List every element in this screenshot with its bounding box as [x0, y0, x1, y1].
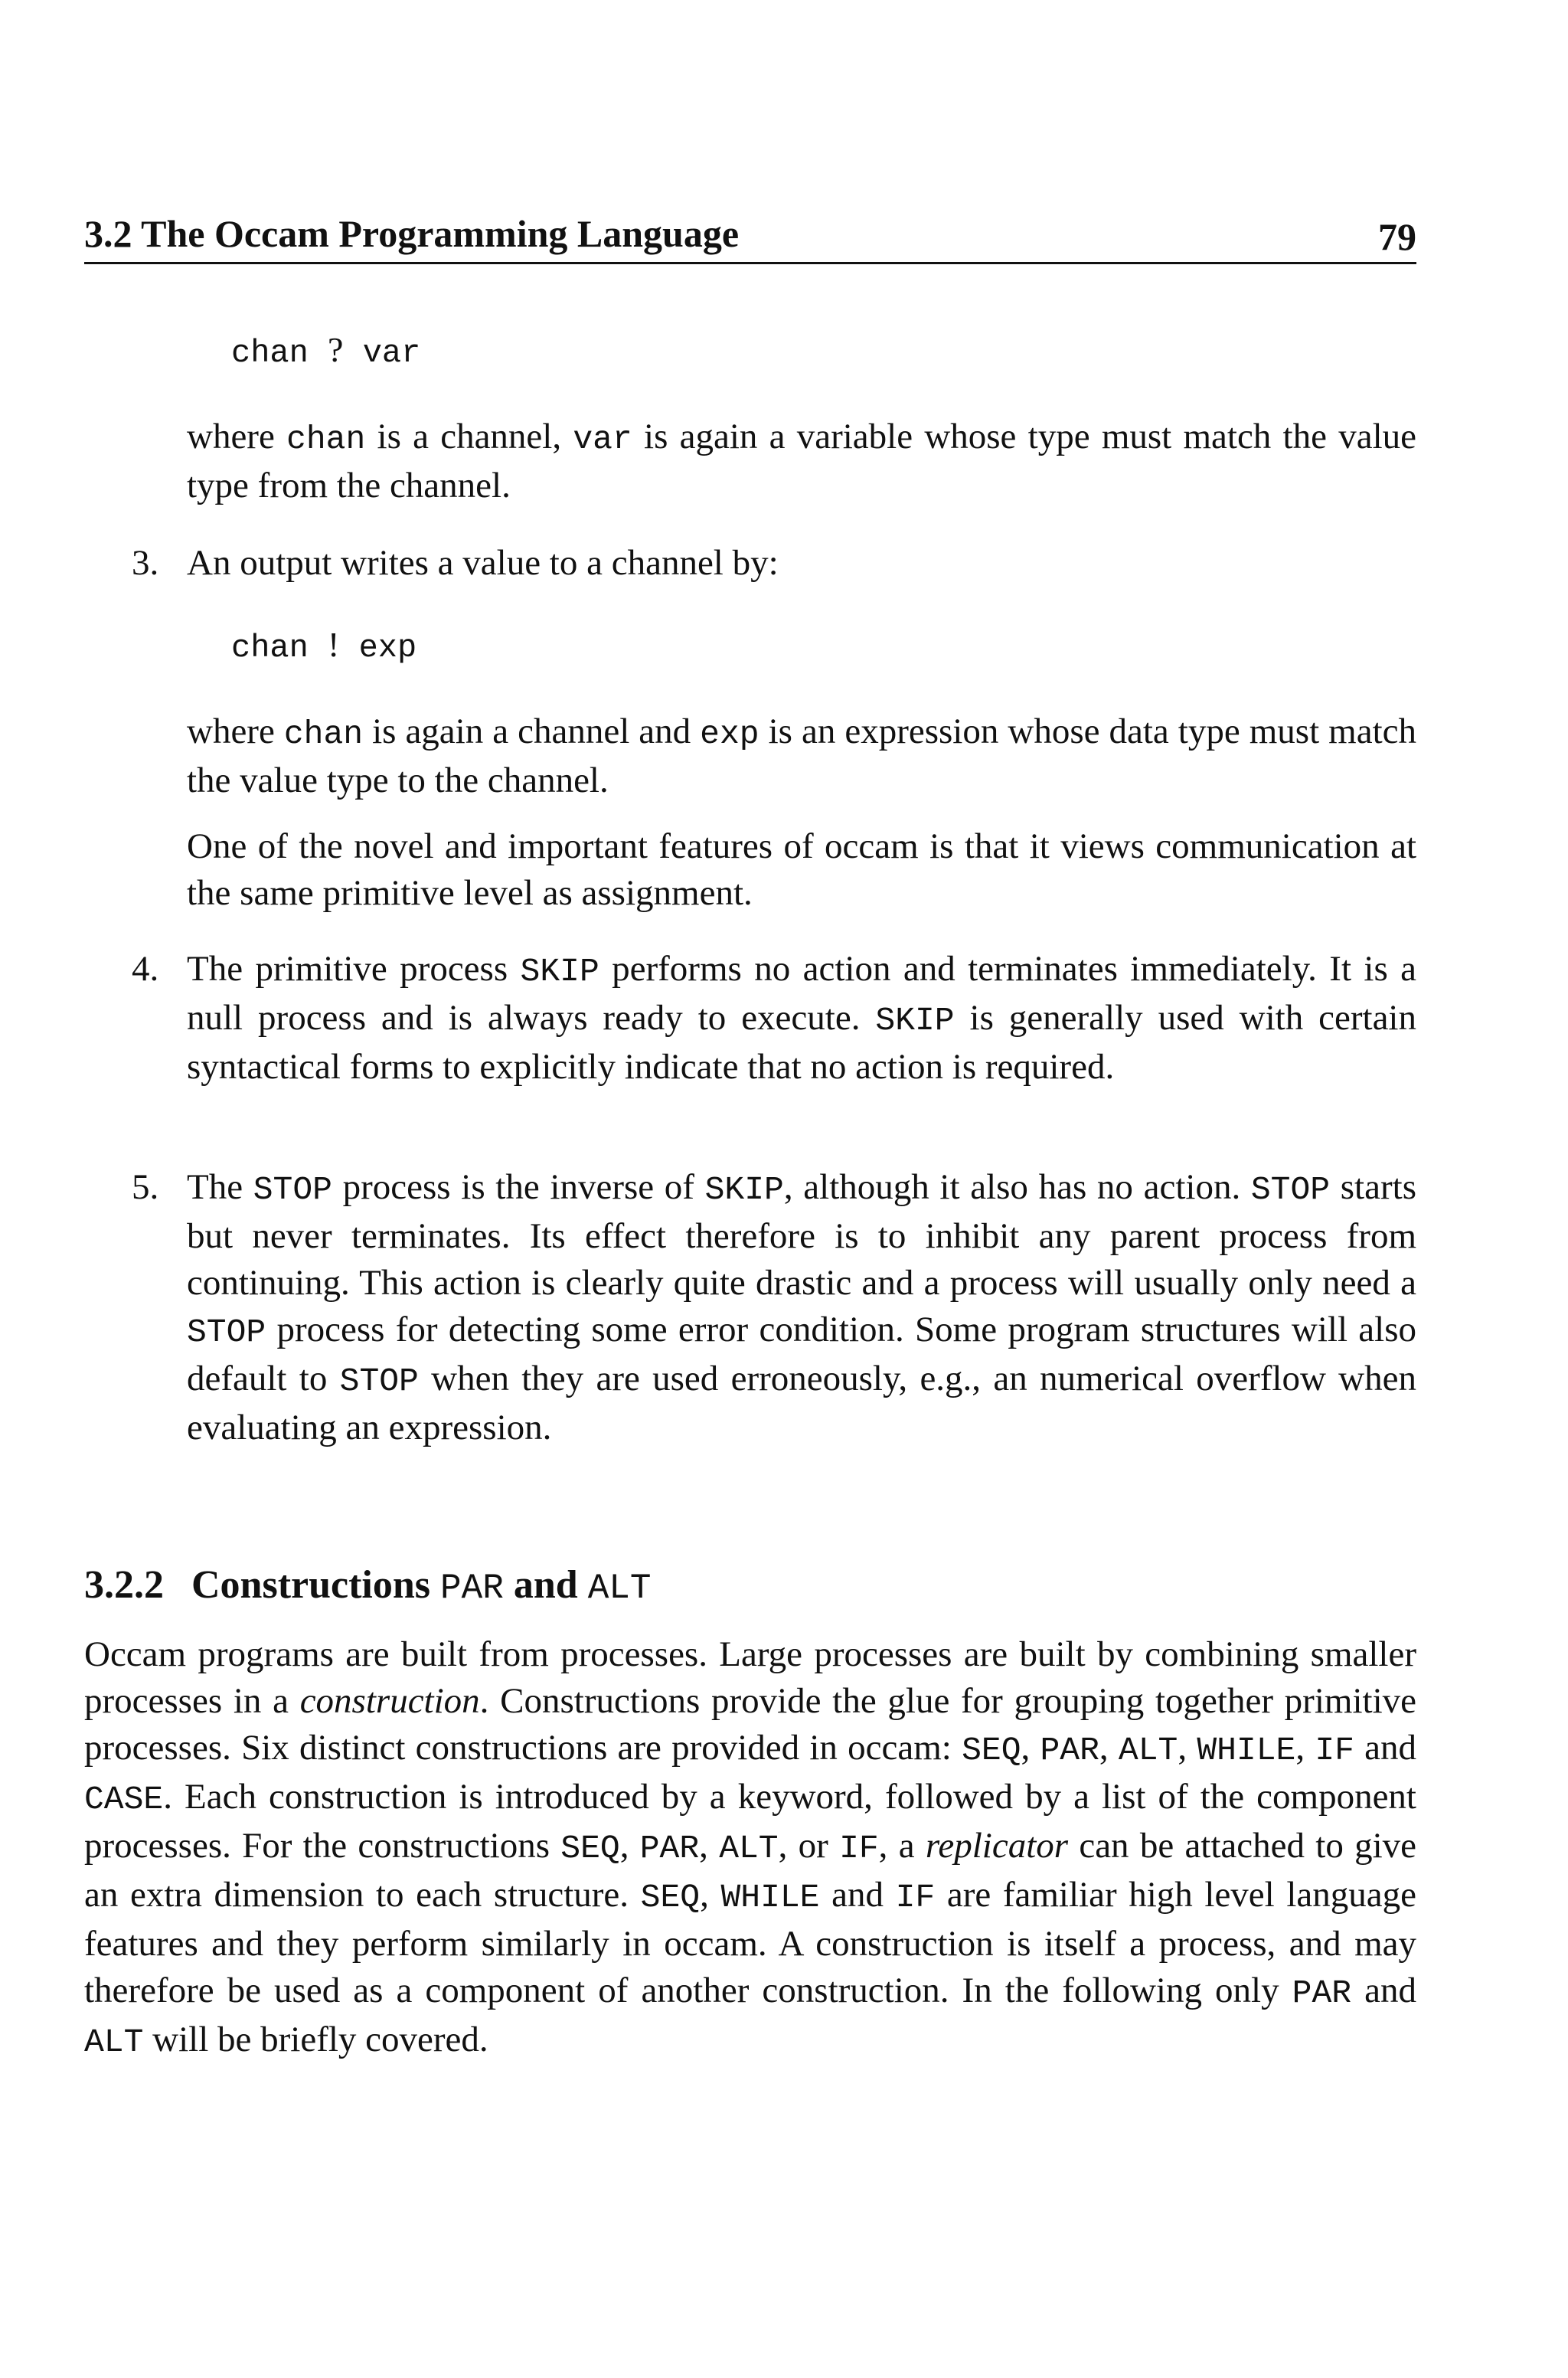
section-heading — [84, 1562, 652, 1608]
syntax-chan: chan — [231, 335, 309, 371]
keyword: PAR — [1292, 1974, 1352, 2012]
text-run: is generally used with certain syntactical forms to explicitly indicate that no action is required. — [187, 998, 1416, 1087]
keyword: PAR — [1040, 1732, 1099, 1769]
text-run: , a — [878, 1826, 926, 1866]
keyword: STOP — [1250, 1171, 1331, 1209]
text-run: , or — [778, 1826, 840, 1866]
text-run: can be attached to give an extra dimension to each structure. — [84, 1826, 1417, 1915]
keyword: CASE — [84, 1781, 164, 1818]
item-number: 5. — [132, 1167, 159, 1207]
text-run: is an expression whose data type must match the value type to the channel. — [187, 711, 1416, 800]
text-run: , — [619, 1826, 640, 1866]
keyword: SKIP — [875, 1002, 955, 1039]
keyword: SKIP — [520, 953, 599, 990]
text-run: and — [819, 1875, 896, 1915]
text-run: will be briefly covered. — [143, 2020, 488, 2059]
input-description — [187, 414, 1416, 509]
section-title-keyword: PAR — [440, 1568, 504, 1608]
text-run: when they are used erroneously, e.g., an numerical overflow when evaluating an expression. — [187, 1359, 1416, 1447]
keyword: chan — [283, 715, 364, 753]
text-run: , — [699, 1826, 720, 1866]
syntax-chan: chan — [231, 630, 309, 666]
syntax-var: var — [362, 335, 421, 371]
keyword: WHILE — [720, 1879, 820, 1916]
list-item-5 — [132, 1164, 1416, 1451]
text-run: . Each construction is introduced by a keyword, followed by a list of the component processes. For the constructions — [84, 1777, 1416, 1866]
keyword: IF — [1315, 1732, 1354, 1769]
text-run: Occam programs are built from processes. Large processes are built by combining smaller processes in a — [84, 1634, 1416, 1721]
text-run: The — [187, 1167, 253, 1207]
keyword: SEQ — [560, 1830, 620, 1867]
text-run: starts but never terminates. Its effect therefore is to inhibit any parent process from continuing. This action is clearly quite drastic and a process will usually only need a — [187, 1167, 1416, 1303]
keyword: STOP — [187, 1313, 266, 1351]
text-run: where — [187, 711, 284, 751]
keyword: exp — [700, 715, 760, 753]
text-run: and — [1354, 1728, 1417, 1768]
section-number: 3.2.2 — [84, 1563, 164, 1607]
text-run: process for detecting some error condition. Some program structures will also default to — [187, 1310, 1416, 1398]
input-syntax — [231, 329, 420, 371]
output-description — [187, 708, 1416, 804]
communication-note — [187, 823, 1416, 917]
text-run: . Constructions provide the glue for grouping together primitive processes. Six distinct constructions are provided in occam: — [84, 1681, 1416, 1768]
section-title-text: and — [503, 1563, 588, 1607]
page-number: 79 — [1378, 215, 1416, 258]
keyword: WHILE — [1197, 1732, 1296, 1769]
text-run: , — [700, 1875, 721, 1915]
item-number: 3. — [132, 543, 159, 583]
text-run: is again a channel and — [363, 711, 701, 751]
keyword: STOP — [339, 1362, 419, 1400]
emphasis: construction — [299, 1681, 480, 1721]
header-title: 3.2 The Occam Programming Language — [84, 212, 740, 255]
text-run: , — [1021, 1728, 1040, 1768]
text-run: One of the novel and important features of occam is that it views communication at the same primitive level as assignment. — [187, 826, 1416, 913]
keyword: IF — [839, 1830, 879, 1867]
emphasis: replicator — [925, 1826, 1069, 1866]
keyword: PAR — [639, 1830, 700, 1867]
keyword: STOP — [253, 1171, 332, 1209]
text-run: performs no action and terminates immediately. It is a null process and is always ready to execute. — [187, 949, 1417, 1038]
text-run: , although it also has no action. — [783, 1167, 1251, 1207]
keyword: ALT — [84, 2023, 144, 2061]
text-run: , — [1178, 1728, 1197, 1768]
text-run: , — [1099, 1728, 1119, 1768]
list-item-4 — [132, 946, 1416, 1091]
keyword: var — [573, 420, 632, 458]
text-run: are familiar high level language features and they perform similarly in occam. A construction is itself a process, and may therefore be used as a component of another construction. In the following only — [84, 1875, 1416, 2010]
text-run: is a channel, — [365, 417, 573, 456]
keyword: chan — [286, 420, 366, 458]
text-run: and — [1351, 1971, 1416, 2010]
keyword: SEQ — [640, 1879, 701, 1916]
keyword: IF — [895, 1879, 936, 1916]
list-item-3 — [132, 540, 1416, 587]
keyword: SEQ — [962, 1732, 1021, 1769]
text-run: process is the inverse of — [332, 1167, 705, 1207]
syntax-exp: exp — [358, 630, 417, 666]
output-syntax — [231, 624, 416, 666]
syntax-input-op: ? — [328, 330, 344, 369]
text-run: where — [187, 417, 287, 456]
running-header — [84, 208, 1416, 264]
syntax-output-op: ! — [328, 625, 340, 664]
section-title-keyword: ALT — [587, 1568, 652, 1608]
keyword: SKIP — [704, 1171, 784, 1209]
keyword: ALT — [1118, 1732, 1178, 1769]
section-title-text: Constructions — [191, 1563, 441, 1607]
section-paragraph — [84, 1631, 1416, 2066]
text-run: The primitive process — [187, 949, 521, 989]
text-run: , — [1295, 1728, 1315, 1768]
text-run: is again a variable whose type must match the value type from the channel. — [187, 417, 1416, 505]
item-number: 4. — [132, 949, 159, 989]
item-text: An output writes a value to a channel by: — [187, 543, 779, 583]
keyword: ALT — [719, 1830, 779, 1867]
